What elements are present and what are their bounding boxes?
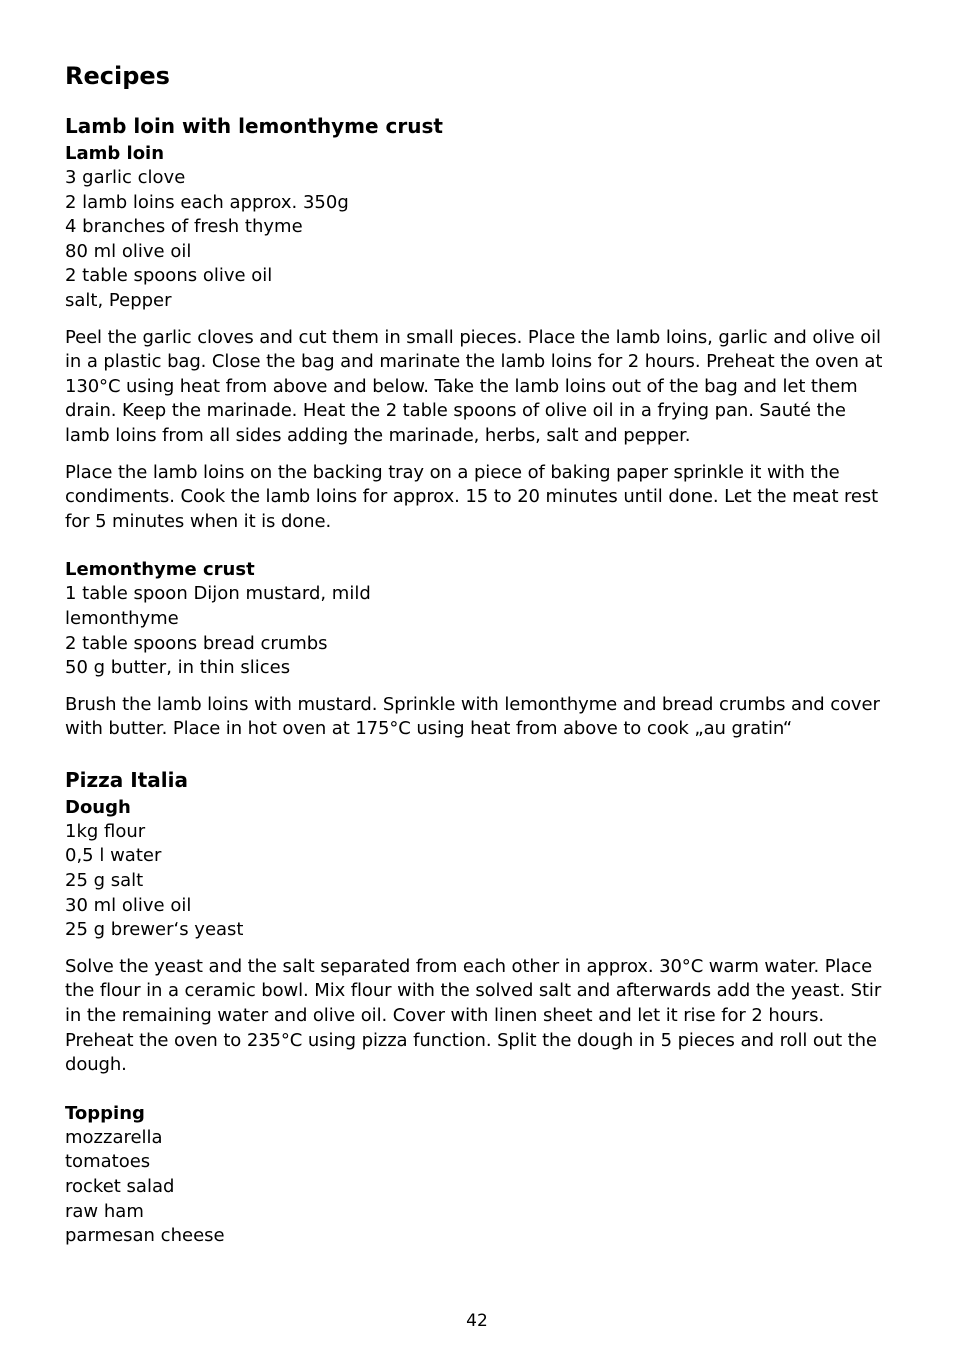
ingredient-item: mozzarella bbox=[65, 1126, 163, 1148]
instruction-paragraph: Brush the lamb loins with mustard. Sprinkle with lemonthyme and bread crumbs and cover with butter. Place in hot oven at 175°C using heat from above to cook „au gratin“ bbox=[65, 693, 880, 740]
document-page bbox=[65, 60, 895, 1249]
ingredient-list bbox=[65, 1126, 895, 1249]
recipe-lamb-loin bbox=[65, 112, 895, 742]
section-title: Topping bbox=[65, 1102, 145, 1124]
ingredient-item: 1 table spoon Dijon mustard, mild bbox=[65, 583, 371, 605]
ingredient-list bbox=[65, 582, 895, 680]
section-topping bbox=[65, 1102, 895, 1249]
section-lamb-loin bbox=[65, 142, 895, 534]
ingredient-item: 0,5 l water bbox=[65, 845, 162, 867]
ingredient-item: 25 g salt bbox=[65, 870, 144, 892]
ingredient-list bbox=[65, 166, 895, 314]
recipe-pizza-italia bbox=[65, 766, 895, 1249]
section-title: Lamb loin bbox=[65, 143, 165, 164]
ingredient-item: 2 table spoons olive oil bbox=[65, 265, 273, 287]
recipe-title: Lamb loin with lemonthyme crust bbox=[65, 114, 443, 138]
section-title: Dough bbox=[65, 796, 131, 818]
ingredient-item: tomatoes bbox=[65, 1151, 151, 1173]
instruction-paragraph: Place the lamb loins on the backing tray on a piece of baking paper sprinkle it with the condiments. Cook the lamb loins for approx. 15 to 20 minutes until done. Let the meat rest for 5 minutes when it is done. bbox=[65, 461, 879, 532]
page-number: 42 bbox=[466, 1311, 488, 1331]
instruction-paragraph: Solve the yeast and the salt separated from each other in approx. 30°C warm water. Place the flour in a ceramic bowl. Mix flour with the solved salt and afterwards add the yeast. Stir in the remaining water and olive oil. Cover with linen sheet and let it rise for 2 hours. Preheat the oven to 235°C using pizza function. Split the dough in 5 pieces and roll out the dough. bbox=[65, 955, 882, 1076]
ingredient-item: 3 garlic clove bbox=[65, 167, 186, 188]
ingredient-item: 2 lamb loins each approx. 350g bbox=[65, 191, 349, 213]
ingredient-item: lemonthyme bbox=[65, 607, 179, 629]
section-lemonthyme-crust bbox=[65, 558, 895, 742]
recipe-title: Pizza Italia bbox=[65, 767, 188, 792]
section-title: Lemonthyme crust bbox=[65, 559, 255, 581]
ingredient-item: 80 ml olive oil bbox=[65, 240, 192, 262]
ingredient-item: 50 g butter, in thin slices bbox=[65, 657, 291, 679]
section-dough bbox=[65, 796, 895, 1078]
ingredient-item: raw ham bbox=[65, 1200, 144, 1222]
ingredient-item: 30 ml olive oil bbox=[65, 894, 192, 916]
ingredient-item: 25 g brewer‘s yeast bbox=[65, 919, 244, 941]
page-title: Recipes bbox=[65, 62, 170, 90]
ingredient-item: 4 branches of fresh thyme bbox=[65, 216, 303, 238]
ingredient-item: 2 table spoons bread crumbs bbox=[65, 632, 328, 654]
ingredient-item: parmesan cheese bbox=[65, 1225, 225, 1247]
instruction-paragraph: Peel the garlic cloves and cut them in small pieces. Place the lamb loins, garlic and olive oil in a plastic bag. Close the bag and marinate the lamb loins for 2 hours. Preheat the oven at 130°C using heat from above and below. Take the lamb loins out of the bag and let them drain. Keep the marinade. Heat the 2 table spoons of olive oil in a frying pan. Sauté the lamb loins from all sides adding the marinade, herbs, salt and pepper. bbox=[65, 326, 883, 446]
ingredient-list bbox=[65, 820, 895, 943]
ingredient-item: salt, Pepper bbox=[65, 289, 172, 311]
ingredient-item: rocket salad bbox=[65, 1176, 175, 1197]
ingredient-item: 1kg flour bbox=[65, 820, 146, 842]
